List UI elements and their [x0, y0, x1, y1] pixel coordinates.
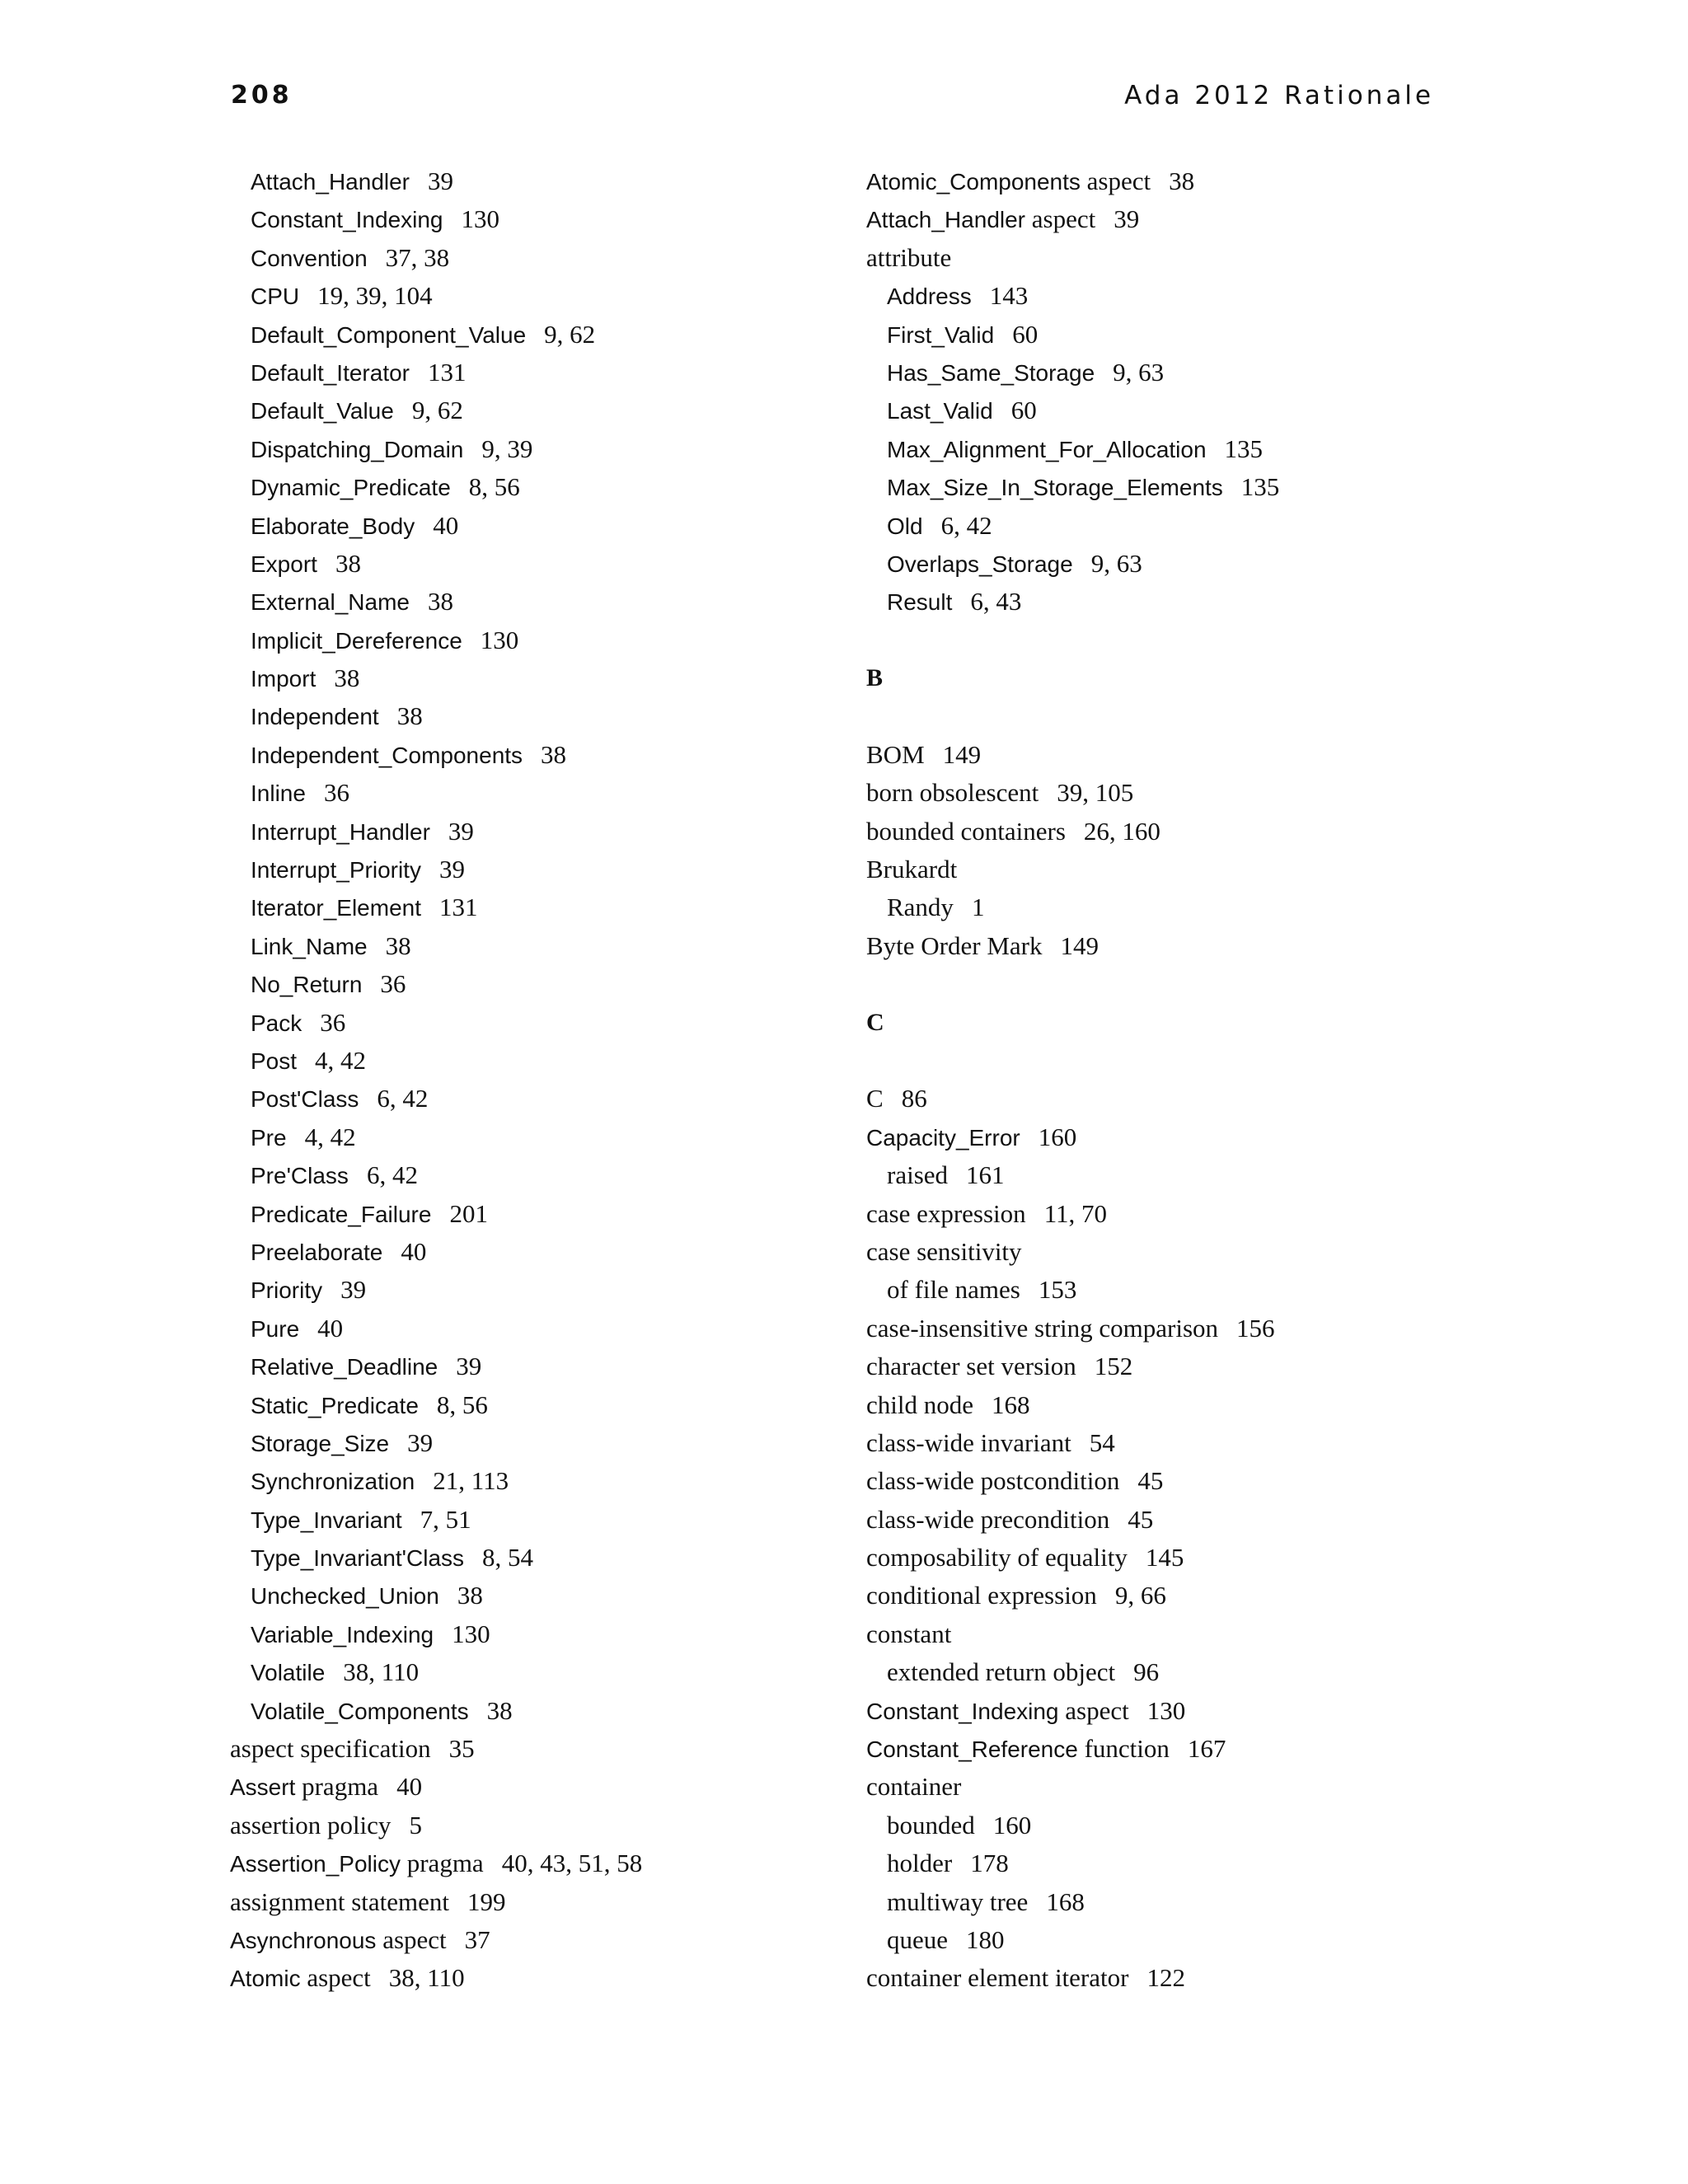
index-page-refs: 39: [1114, 204, 1140, 234]
index-entry: [230, 1844, 642, 1882]
index-term: Dynamic_Predicate: [251, 475, 451, 501]
index-term: conditional expression: [866, 1581, 1097, 1610]
index-page-refs: 167: [1187, 1734, 1226, 1764]
index-entry: [866, 162, 1279, 200]
index-page-refs: 39: [438, 855, 465, 884]
index-term: Link_Name: [251, 933, 368, 959]
index-entry: [866, 1692, 1279, 1730]
index-term: extended return object: [887, 1657, 1116, 1687]
index-subentry: [230, 1195, 642, 1233]
index-term: Iterator_Element: [251, 895, 421, 921]
index-subentry: [230, 239, 642, 277]
index-term-qualifier: aspect: [376, 1924, 447, 1954]
index-page-refs: 168: [992, 1390, 1030, 1419]
index-page-refs: 130: [452, 1619, 490, 1648]
index-page-refs: 39, 105: [1057, 778, 1134, 808]
index-page-refs: 37: [464, 1924, 490, 1954]
index-page-refs: 96: [1133, 1657, 1160, 1687]
index-subentry: [230, 277, 642, 315]
index-page-refs: 36: [323, 778, 349, 808]
index-subentry: [230, 1386, 642, 1424]
index-term: of file names: [887, 1275, 1020, 1305]
index-page-refs: 199: [467, 1886, 506, 1916]
index-page-refs: 152: [1094, 1352, 1133, 1381]
index-term: Independent: [251, 704, 379, 730]
index-subentry: [230, 200, 642, 238]
index-term: Constant_Reference: [866, 1736, 1078, 1763]
index-subentry: [230, 583, 642, 621]
index-term: External_Name: [251, 589, 410, 616]
index-subentry: [230, 1501, 642, 1539]
index-page-refs: 54: [1089, 1427, 1115, 1457]
index-term: assertion policy: [230, 1810, 392, 1840]
index-page-refs: 60: [1012, 319, 1039, 349]
index-subentry: [866, 545, 1279, 583]
index-term: Capacity_Error: [866, 1124, 1020, 1151]
index-term: Attach_Handler: [251, 169, 410, 194]
index-term: Max_Size_In_Storage_Elements: [887, 475, 1223, 501]
index-term: Assert: [230, 1774, 296, 1801]
index-term: raised: [887, 1160, 949, 1190]
index-subentry: [230, 507, 642, 545]
index-term: Constant_Indexing: [866, 1698, 1059, 1724]
index-term: Default_Component_Value: [251, 321, 527, 348]
index-page-refs: 7, 51: [420, 1504, 471, 1534]
index-term: case-insensitive string comparison: [866, 1313, 1219, 1343]
index-page-refs: 201: [449, 1198, 488, 1228]
index-page-refs: 6, 43: [970, 587, 1022, 616]
index-term: Max_Alignment_For_Allocation: [887, 436, 1207, 462]
index-entry: [230, 1921, 642, 1959]
index-subentry: [230, 1692, 642, 1730]
index-entry: [866, 1501, 1279, 1539]
index-term: Atomic: [230, 1966, 301, 1992]
index-subentry: [230, 736, 642, 774]
index-subentry: [866, 430, 1279, 468]
index-page-refs: 8, 56: [436, 1390, 488, 1419]
index-page-refs: 9, 63: [1113, 357, 1165, 387]
index-page-refs: 6, 42: [366, 1160, 418, 1190]
index-page-refs: 135: [1240, 472, 1280, 502]
index-page-refs: 86: [901, 1084, 927, 1113]
index-entry: [866, 1424, 1279, 1462]
index-term: composability of equality: [866, 1543, 1128, 1572]
index-term: Default_Value: [251, 398, 394, 424]
index-term-qualifier: function: [1077, 1734, 1170, 1764]
index-term: Preelaborate: [251, 1239, 383, 1265]
index-term: Dispatching_Domain: [251, 436, 464, 462]
index-term: C: [866, 1084, 884, 1113]
index-subentry: [230, 468, 642, 506]
index-term: Unchecked_Union: [251, 1583, 439, 1610]
index-term: Volatile: [251, 1660, 326, 1686]
index-term: Last_Valid: [887, 398, 993, 424]
index-subentry: [230, 1233, 642, 1271]
page-number: 208: [231, 81, 293, 110]
index-page-refs: 38: [396, 701, 423, 731]
index-term: Post'Class: [251, 1086, 359, 1113]
index-term: assignment statement: [230, 1886, 450, 1916]
index-term-qualifier: aspect: [300, 1963, 371, 1993]
index-term: character set version: [866, 1352, 1076, 1381]
index-term: Import: [251, 666, 316, 692]
running-title: Ada 2012 Rationale: [1124, 81, 1434, 110]
index-entry: [866, 200, 1279, 238]
index-page-refs: 135: [1224, 434, 1264, 463]
index-term: Asynchronous: [230, 1927, 377, 1953]
index-page-refs: 149: [942, 739, 982, 769]
index-page-refs: 38: [427, 587, 453, 616]
index-subentry: [230, 1347, 642, 1385]
index-column-right: [866, 162, 1279, 1998]
index-entry: [866, 1730, 1279, 1768]
index-term-qualifier: pragma: [295, 1772, 379, 1802]
index-term: Type_Invariant: [251, 1507, 402, 1533]
index-page-refs: 39: [448, 816, 474, 846]
index-page-refs: 1: [971, 893, 985, 922]
index-entry: [866, 1768, 1279, 1806]
index-term: Pre'Class: [251, 1163, 349, 1189]
index-page-refs: 180: [966, 1924, 1005, 1954]
index-subentry: [230, 162, 642, 200]
index-term: First_Valid: [887, 321, 995, 348]
index-entry: [230, 1959, 642, 1997]
index-subentry: [230, 851, 642, 888]
index-subentry: [866, 1844, 1279, 1882]
index-subentry: [230, 927, 642, 965]
index-entry: [866, 1539, 1279, 1577]
index-subentry: [230, 391, 642, 429]
index-page-refs: 26, 160: [1083, 816, 1160, 846]
index-subentry: [866, 507, 1279, 545]
index-page-refs: 149: [1060, 930, 1099, 960]
index-page-refs: 36: [320, 1007, 346, 1037]
index-term: Relative_Deadline: [251, 1354, 438, 1380]
index-entry: [866, 239, 1279, 277]
index-term: attribute: [866, 242, 952, 272]
index-term: multiway tree: [887, 1886, 1029, 1916]
index-term: Implicit_Dereference: [251, 627, 462, 654]
index-term: container: [866, 1772, 962, 1802]
index-term: Attach_Handler: [866, 207, 1026, 233]
index-term: BOM: [866, 739, 925, 769]
index-entry: [866, 1080, 1279, 1118]
index-spacer: [866, 965, 1279, 1003]
index-term: Result: [887, 589, 953, 616]
index-subentry: [230, 354, 642, 391]
index-page-refs: 38: [457, 1581, 483, 1610]
index-entry: [866, 774, 1279, 812]
index-term: Address: [887, 284, 972, 310]
index-subentry: [866, 391, 1279, 429]
index-subentry: [866, 468, 1279, 506]
index-subentry: [230, 1080, 642, 1118]
index-entry: [866, 1577, 1279, 1615]
index-page-refs: 60: [1010, 396, 1037, 425]
index-subentry: [230, 1577, 642, 1615]
index-letter-heading: B: [866, 664, 884, 692]
index-subentry: [866, 277, 1279, 315]
index-term: Convention: [251, 245, 368, 271]
index-subentry: [230, 1615, 642, 1653]
index-subentry: [866, 354, 1279, 391]
index-term: Assertion_Policy: [230, 1851, 401, 1877]
index-page-refs: 168: [1046, 1886, 1085, 1916]
index-entry: [866, 1195, 1279, 1233]
index-term: Elaborate_Body: [251, 513, 415, 539]
index-entry: [866, 1462, 1279, 1500]
index-subentry: [230, 1310, 642, 1347]
index-subentry: [230, 659, 642, 697]
index-page-refs: 38, 110: [388, 1963, 465, 1993]
index-page-refs: 9, 39: [481, 434, 533, 463]
index-subentry: [230, 965, 642, 1003]
index-page-refs: 45: [1128, 1504, 1154, 1534]
index-page-refs: 156: [1236, 1313, 1275, 1343]
index-term: Pack: [251, 1010, 302, 1036]
index-term: Constant_Indexing: [251, 207, 443, 233]
index-page-refs: 19, 39, 104: [317, 281, 433, 311]
index-entry: [230, 1768, 642, 1806]
index-term: Default_Iterator: [251, 359, 410, 386]
index-subentry: [866, 1921, 1279, 1959]
index-term-qualifier: aspect: [1025, 204, 1096, 234]
index-subentry: [866, 888, 1279, 926]
index-subentry: [230, 1042, 642, 1080]
index-term-qualifier: aspect: [1058, 1695, 1129, 1725]
index-subentry: [230, 1462, 642, 1500]
index-entry: [866, 813, 1279, 851]
index-page-refs: 45: [1137, 1466, 1164, 1496]
index-term: bounded containers: [866, 816, 1066, 846]
index-subentry: [230, 1004, 642, 1042]
index-page-refs: 39: [428, 166, 454, 195]
index-entry: [866, 1118, 1279, 1156]
index-entry: [866, 1959, 1279, 1997]
index-term: Inline: [251, 780, 306, 807]
index-page-refs: 39: [340, 1275, 367, 1305]
index-term: Priority: [251, 1277, 323, 1304]
index-page-refs: 40: [396, 1772, 423, 1802]
index-page-refs: 145: [1145, 1543, 1184, 1572]
index-page-refs: 38: [334, 663, 360, 693]
index-column-left: [230, 162, 642, 1998]
index-entry: [866, 1386, 1279, 1424]
index-subentry: [230, 1653, 642, 1691]
index-page-refs: 130: [480, 625, 519, 654]
index-subentry: [230, 1539, 642, 1577]
index-page-refs: 38: [335, 548, 361, 578]
index-subentry: [230, 1271, 642, 1309]
index-subentry: [230, 316, 642, 354]
index-term: Pure: [251, 1315, 300, 1342]
index-entry: [866, 1347, 1279, 1385]
index-page-refs: 8, 54: [482, 1543, 534, 1572]
index-term: Has_Same_Storage: [887, 359, 1095, 386]
index-entry: [866, 736, 1279, 774]
index-term: child node: [866, 1390, 973, 1419]
index-page-refs: 8, 56: [468, 472, 520, 502]
index-term: CPU: [251, 284, 300, 310]
index-subentry: [230, 621, 642, 659]
index-entry: [866, 851, 1279, 888]
index-subentry: [230, 813, 642, 851]
index-term: Interrupt_Handler: [251, 818, 430, 845]
index-term-qualifier: aspect: [1080, 166, 1151, 195]
index-spacer: [866, 697, 1279, 735]
index-term: Old: [887, 513, 923, 539]
index-term: Post: [251, 1047, 298, 1074]
index-entry: [866, 1310, 1279, 1347]
index-page-refs: 4, 42: [315, 1045, 367, 1075]
index-page-refs: 38: [541, 739, 567, 769]
index-page-refs: 9, 62: [411, 396, 463, 425]
index-term: Synchronization: [251, 1469, 415, 1495]
index-subentry: [230, 1424, 642, 1462]
index-term: aspect specification: [230, 1734, 431, 1764]
index-page-refs: 5: [409, 1810, 422, 1840]
index-page-refs: 39: [456, 1352, 482, 1381]
index-entry: [866, 927, 1279, 965]
index-page-refs: 6, 42: [940, 510, 992, 540]
index-term: born obsolescent: [866, 778, 1039, 808]
index-subentry: [866, 1807, 1279, 1844]
index-subentry: [866, 1271, 1279, 1309]
index-term-qualifier: pragma: [400, 1849, 484, 1878]
index-page-refs: 35: [448, 1734, 475, 1764]
index-subentry: [866, 1653, 1279, 1691]
index-page-refs: 36: [380, 969, 406, 999]
index-page-refs: 153: [1038, 1275, 1077, 1305]
index-term: bounded: [887, 1810, 975, 1840]
index-subentry: [230, 774, 642, 812]
index-entry: [230, 1807, 642, 1844]
index-term: Variable_Indexing: [251, 1621, 434, 1647]
index-term: Export: [251, 551, 317, 577]
index-entry: [230, 1730, 642, 1768]
index-subentry: [866, 316, 1279, 354]
index-page-refs: 9, 63: [1090, 548, 1142, 578]
index-term: Static_Predicate: [251, 1392, 419, 1418]
index-page-refs: 21, 113: [433, 1466, 509, 1496]
index-term: class-wide postcondition: [866, 1466, 1120, 1496]
index-term: Predicate_Failure: [251, 1201, 432, 1227]
index-page-refs: 131: [439, 893, 478, 922]
index-subentry: [230, 545, 642, 583]
index-page-refs: 160: [992, 1810, 1032, 1840]
index-term: Byte Order Mark: [866, 930, 1043, 960]
index-entry: [866, 1233, 1279, 1271]
index-page-refs: 130: [1146, 1695, 1186, 1725]
index-page-refs: 161: [966, 1160, 1005, 1190]
index-page-refs: 38, 110: [343, 1657, 420, 1687]
index-page-refs: 38: [486, 1695, 513, 1725]
index-term: class-wide precondition: [866, 1504, 1110, 1534]
index-page-refs: 9, 66: [1114, 1581, 1166, 1610]
index-subentry: [230, 697, 642, 735]
index-subentry: [230, 1156, 642, 1194]
index-term: holder: [887, 1849, 953, 1878]
index-subentry: [866, 583, 1279, 621]
index-page-refs: 122: [1146, 1963, 1185, 1993]
index-entry: [230, 1883, 642, 1921]
index-term: queue: [887, 1924, 949, 1954]
index-subentry: [866, 1883, 1279, 1921]
index-spacer: [866, 621, 1279, 659]
index-subentry: [230, 888, 642, 926]
index-page-refs: 38: [1169, 166, 1195, 195]
index-page-refs: 160: [1038, 1122, 1077, 1151]
index-page-refs: 4, 42: [304, 1122, 356, 1151]
index-term: Pre: [251, 1124, 287, 1151]
index-term: Volatile_Components: [251, 1698, 469, 1724]
index-term: class-wide invariant: [866, 1427, 1071, 1457]
index-page-refs: 37, 38: [385, 242, 450, 272]
index-page-refs: 40: [317, 1313, 344, 1343]
index-term: Overlaps_Storage: [887, 551, 1073, 577]
index-term: Randy: [887, 893, 954, 922]
index-page-refs: 40, 43, 51, 58: [501, 1849, 643, 1878]
index-term: case sensitivity: [866, 1236, 1022, 1266]
index-term: No_Return: [251, 972, 363, 998]
index-term: Storage_Size: [251, 1430, 390, 1456]
index-page-refs: 40: [401, 1236, 427, 1266]
index-page-refs: 9, 62: [544, 319, 596, 349]
index-term: Type_Invariant'Class: [251, 1545, 465, 1572]
index-page-refs: 130: [461, 204, 500, 234]
index-page-refs: 178: [970, 1849, 1009, 1878]
index-letter-heading: C: [866, 1008, 884, 1036]
index-page-refs: 6, 42: [377, 1084, 429, 1113]
index-term: Independent_Components: [251, 742, 523, 768]
index-page-refs: 39: [407, 1427, 434, 1457]
index-subentry: [866, 1156, 1279, 1194]
index-page-refs: 38: [385, 930, 411, 960]
index-spacer: [866, 1042, 1279, 1080]
index-term: Interrupt_Priority: [251, 857, 421, 883]
index-term: case expression: [866, 1198, 1026, 1228]
index-subentry: [230, 430, 642, 468]
index-term: constant: [866, 1619, 952, 1648]
index-term: Atomic_Components: [866, 169, 1081, 194]
index-page-refs: 11, 70: [1043, 1198, 1108, 1228]
index-entry: [866, 1615, 1279, 1653]
index-page-refs: 40: [433, 510, 459, 540]
index-page-refs: 143: [989, 281, 1029, 311]
index-term: Brukardt: [866, 855, 958, 884]
index-page-refs: 131: [428, 357, 467, 387]
index-subentry: [230, 1118, 642, 1156]
index-term: container element iterator: [866, 1963, 1129, 1993]
